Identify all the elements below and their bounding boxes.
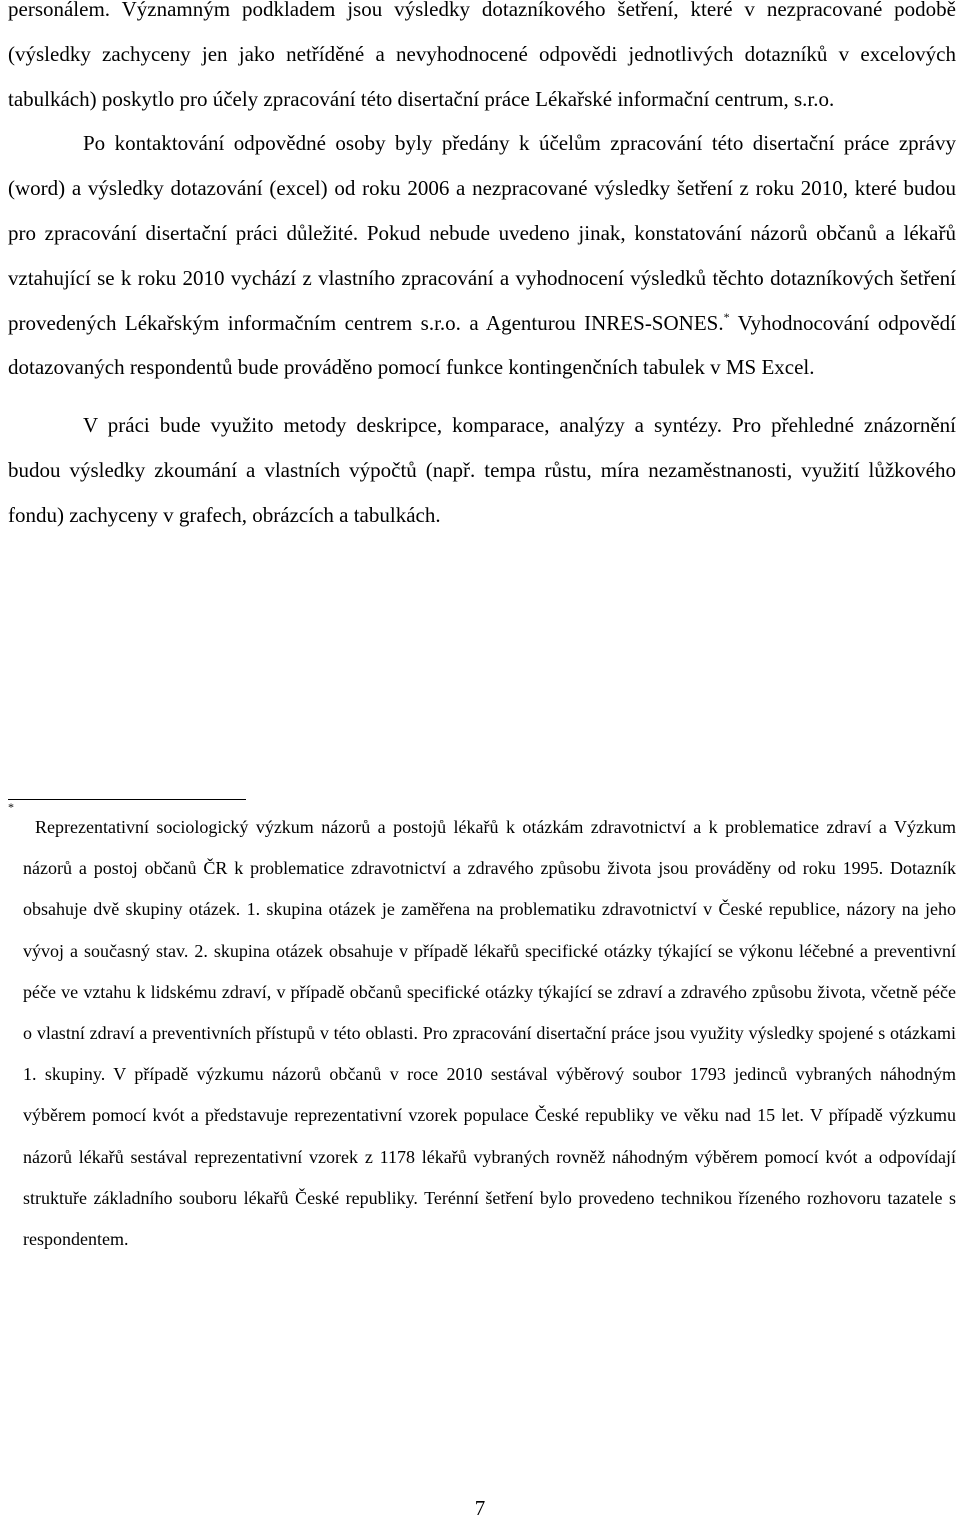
paragraph-2-text: Po kontaktování odpovědné osoby byly předány k účelům zpracování této disertační práce zprávy (word) a výsledky dotazování (excel) od roku 2006 a nezpracované výsledky šetření z roku 2010, které budou pro zpracování disertační práci důležité. Pokud nebude uvedeno jinak, konstatování názorů občanů a lékařů vztahující se k roku 2010 vychází z vlastního zpracování a vyhodnocení výsledků těchto dotazníkových šetření provedených Lékařským informačním centrem s.r.o. a Agenturou INRES-SONES.: [8, 131, 956, 335]
footnote-mark: *: [8, 800, 14, 814]
main-text: [8, 0, 956, 538]
footnote-separator: [8, 799, 246, 800]
paragraph-3: V práci bude využito metody deskripce, komparace, analýzy a syntézy. Pro přehledné znázornění budou výsledky zkoumání a vlastních výpočtů (např. tempa růstu, míra nezaměstnanosti, využití lůžkového fondu) zachyceny v grafech, obrázcích a tabulkách.: [8, 413, 956, 527]
page-number: 7: [474, 1496, 486, 1520]
footnote: [8, 800, 956, 1260]
paragraph-1: personálem. Významným podkladem jsou výsledky dotazníkového šetření, které v nezpracované podobě (výsledky zachyceny jen jako netříděné a nevyhodnocené odpovědi jednotlivých dotazníků v excelových tabulkách) poskytlo pro účely zpracování této disertační práce Lékařské informační centrum, s.r.o.: [8, 0, 956, 111]
footnote-text: Reprezentativní sociologický výzkum názorů a postojů lékařů k otázkám zdravotnictví a k problematice zdraví a Výzkum názorů a postoj občanů ČR k problematice zdravotnictví a zdravého způsobu života jsou prováděny od roku 1995. Dotazník obsahuje dvě skupiny otázek. 1. skupina otázek je zaměřena na problematiku zdravotnictví v České republice, názory na jeho vývoj a současný stav. 2. skupina otázek obsahuje v případě lékařů specifické otázky týkající se výkonu léčebné a preventivní péče ve vztahu k lidskému zdraví, v případě občanů specifické otázky týkající se zdraví a zdravého způsobu života, včetně péče o vlastní zdraví a preventivních přístupů v této oblasti. Pro zpracování disertační práce jsou využity výsledky spojené s otázkami 1. skupiny. V případě výzkumu názorů občanů v roce 2010 sestával výběrový soubor 1793 jedinců vybraných náhodným výběrem pomocí kvót a představuje reprezentativní vzorek populace České republiky ve věku nad 15 let. V případě výzkumu názorů lékařů sestával reprezentativní vzorek z 1178 lékařů vybraných rovněž náhodným výběrem pomocí kvót a odpovídají struktuře základního souboru lékařů České republiky. Terénní šetření bylo provedeno technikou řízeného rozhovoru tazatele s respondentem.: [23, 817, 956, 1250]
footnote-reference-mark: *: [723, 309, 730, 324]
paragraph-2-text-continued: Vyhodnocování odpovědí dotazovaných respondentů bude prováděno pomocí funkce kontingenčních tabulek v MS Excel.: [8, 310, 956, 380]
paragraph-2: [8, 121, 956, 390]
